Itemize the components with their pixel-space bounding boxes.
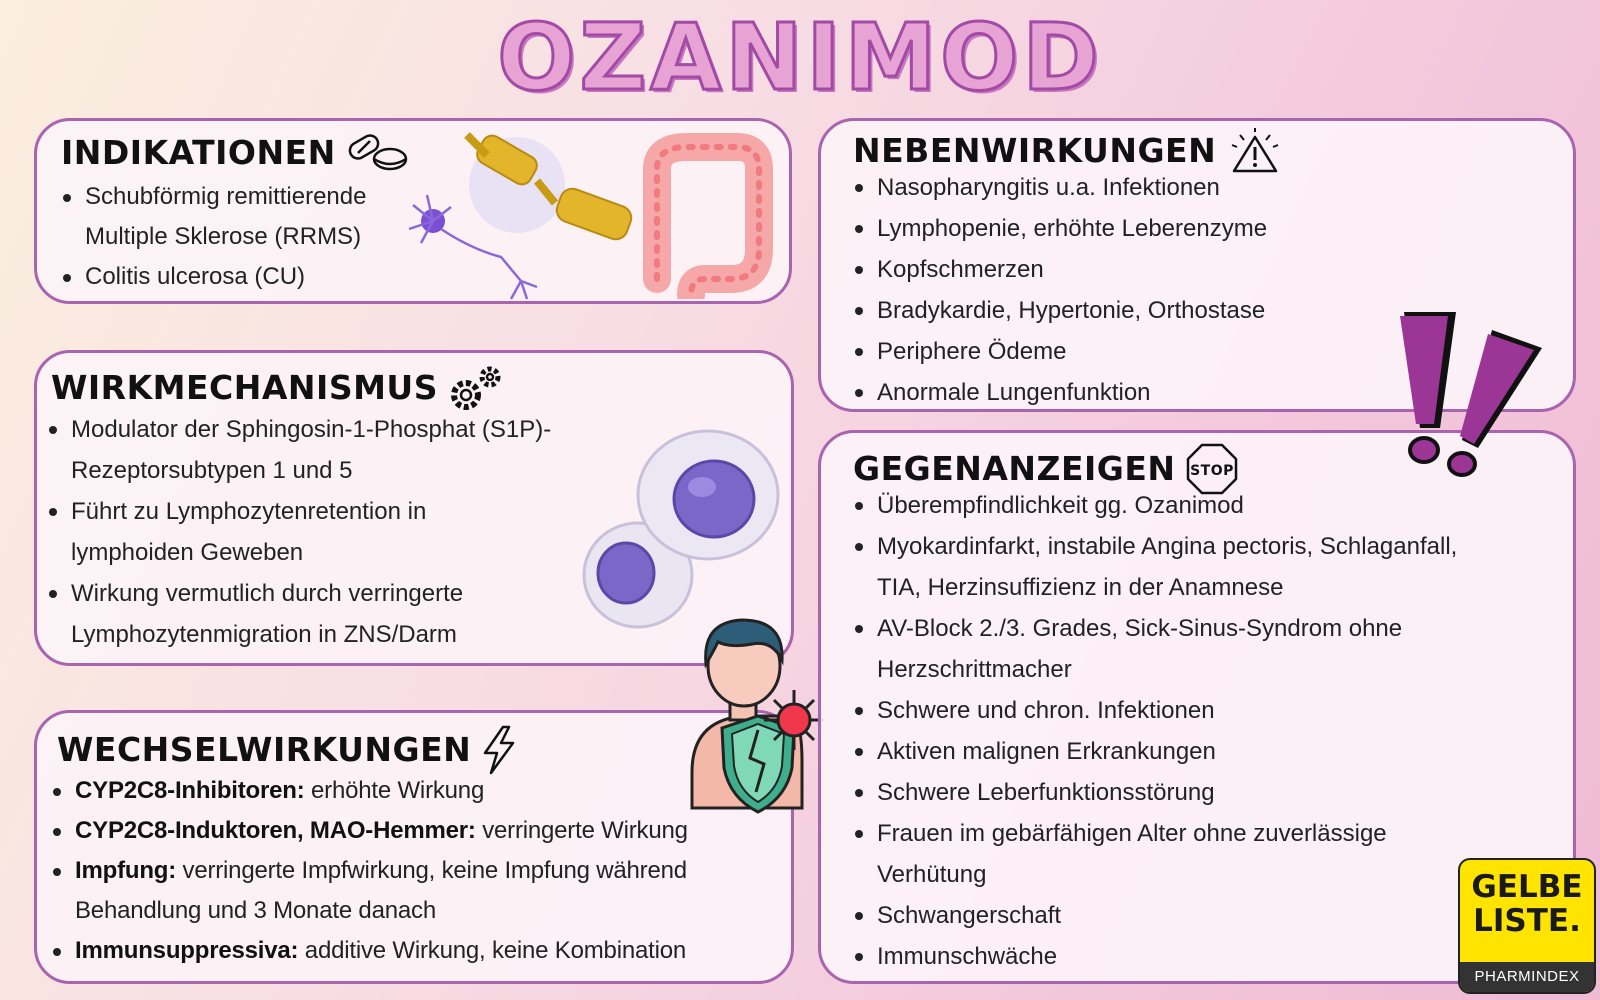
indications-heading-text: INDIKATIONEN bbox=[61, 133, 336, 172]
list-item: Nasopharyngitis u.a. Infektionen bbox=[853, 167, 1413, 208]
list-item: Führt zu Lymphozytenretention in lymphoiden Geweben bbox=[47, 491, 647, 573]
list-item: Kopfschmerzen bbox=[853, 249, 1413, 290]
list-item: Lymphopenie, erhöhte Leberenzyme bbox=[853, 208, 1413, 249]
mechanism-heading-text: WIRKMECHANISMUS bbox=[51, 368, 438, 407]
stop-sign-label: STOP bbox=[1189, 463, 1234, 479]
list-item: Frauen im gebärfähigen Alter ohne zuverlässige Verhütung bbox=[853, 813, 1553, 895]
list-item: Anormale Lungenfunktion bbox=[853, 372, 1413, 413]
page-title: OZANIMOD bbox=[497, 4, 1103, 111]
interactions-list bbox=[51, 771, 791, 971]
mechanism-card bbox=[34, 350, 794, 666]
gelbe-liste-logo bbox=[1458, 858, 1596, 994]
contraindications-list bbox=[853, 485, 1553, 977]
side-effects-list bbox=[853, 167, 1413, 413]
list-item: Schwere Leberfunktionsstörung bbox=[853, 772, 1553, 813]
list-item: Myokardinfarkt, instabile Angina pectoris, Schlaganfall, TIA, Herzinsuffizienz in der Anamnese bbox=[853, 526, 1553, 608]
logo-line-3: PHARMINDEX bbox=[1460, 962, 1594, 992]
logo-line-1: GELBE bbox=[1471, 869, 1583, 905]
lightning-icon bbox=[481, 725, 517, 775]
mechanism-heading bbox=[51, 363, 506, 413]
colon-illustration bbox=[627, 129, 777, 299]
contraindications-heading-text: GEGENANZEIGEN bbox=[853, 449, 1176, 488]
side-effects-heading-text: NEBENWIRKUNGEN bbox=[853, 131, 1217, 170]
list-item: Modulator der Sphingosin-1-Phosphat (S1P)- Rezeptorsubtypen 1 und 5 bbox=[47, 409, 647, 491]
list-item: Aktiven malignen Erkrankungen bbox=[853, 731, 1553, 772]
list-item: Schwere und chron. Infektionen bbox=[853, 690, 1553, 731]
logo-line-2: LISTE. bbox=[1473, 903, 1581, 939]
interactions-heading bbox=[57, 725, 517, 775]
indications-card bbox=[34, 118, 792, 304]
list-item: Periphere Ödeme bbox=[853, 331, 1413, 372]
gears-icon bbox=[448, 363, 506, 413]
list-item: CYP2C8-Induktoren, MAO-Hemmer: verringerte Wirkung bbox=[51, 811, 791, 851]
interactions-heading-text: WECHSELWIRKUNGEN bbox=[57, 730, 472, 769]
indications-heading bbox=[61, 133, 408, 173]
mechanism-list bbox=[47, 409, 647, 655]
lymphocyte-illustration bbox=[582, 429, 782, 629]
list-item: Wirkung vermutlich durch verringerte Lymphozytenmigration in ZNS/Darm bbox=[47, 573, 647, 655]
list-item: Schubförmig remittierende Multiple Sklerose (RRMS) bbox=[61, 177, 461, 257]
list-item: Immunsuppressiva: additive Wirkung, keine Kombination bbox=[51, 931, 791, 971]
list-item: Überempfindlichkeit gg. Ozanimod bbox=[853, 485, 1553, 526]
list-item: Immunschwäche bbox=[853, 936, 1553, 977]
list-item: AV-Block 2./3. Grades, Sick-Sinus-Syndrom ohne Herzschrittmacher bbox=[853, 608, 1553, 690]
list-item: Bradykardie, Hypertonie, Orthostase bbox=[853, 290, 1413, 331]
interactions-card bbox=[34, 710, 794, 984]
list-item: Colitis ulcerosa (CU) bbox=[61, 257, 461, 297]
neuron-illustration bbox=[397, 125, 637, 301]
list-item: Impfung: verringerte Impfwirkung, keine Impfung während Behandlung und 3 Monate danach bbox=[51, 851, 791, 931]
list-item: Schwangerschaft bbox=[853, 895, 1553, 936]
list-item: CYP2C8-Inhibitoren: erhöhte Wirkung bbox=[51, 771, 791, 811]
exclamation-marks-illustration bbox=[1396, 308, 1566, 480]
